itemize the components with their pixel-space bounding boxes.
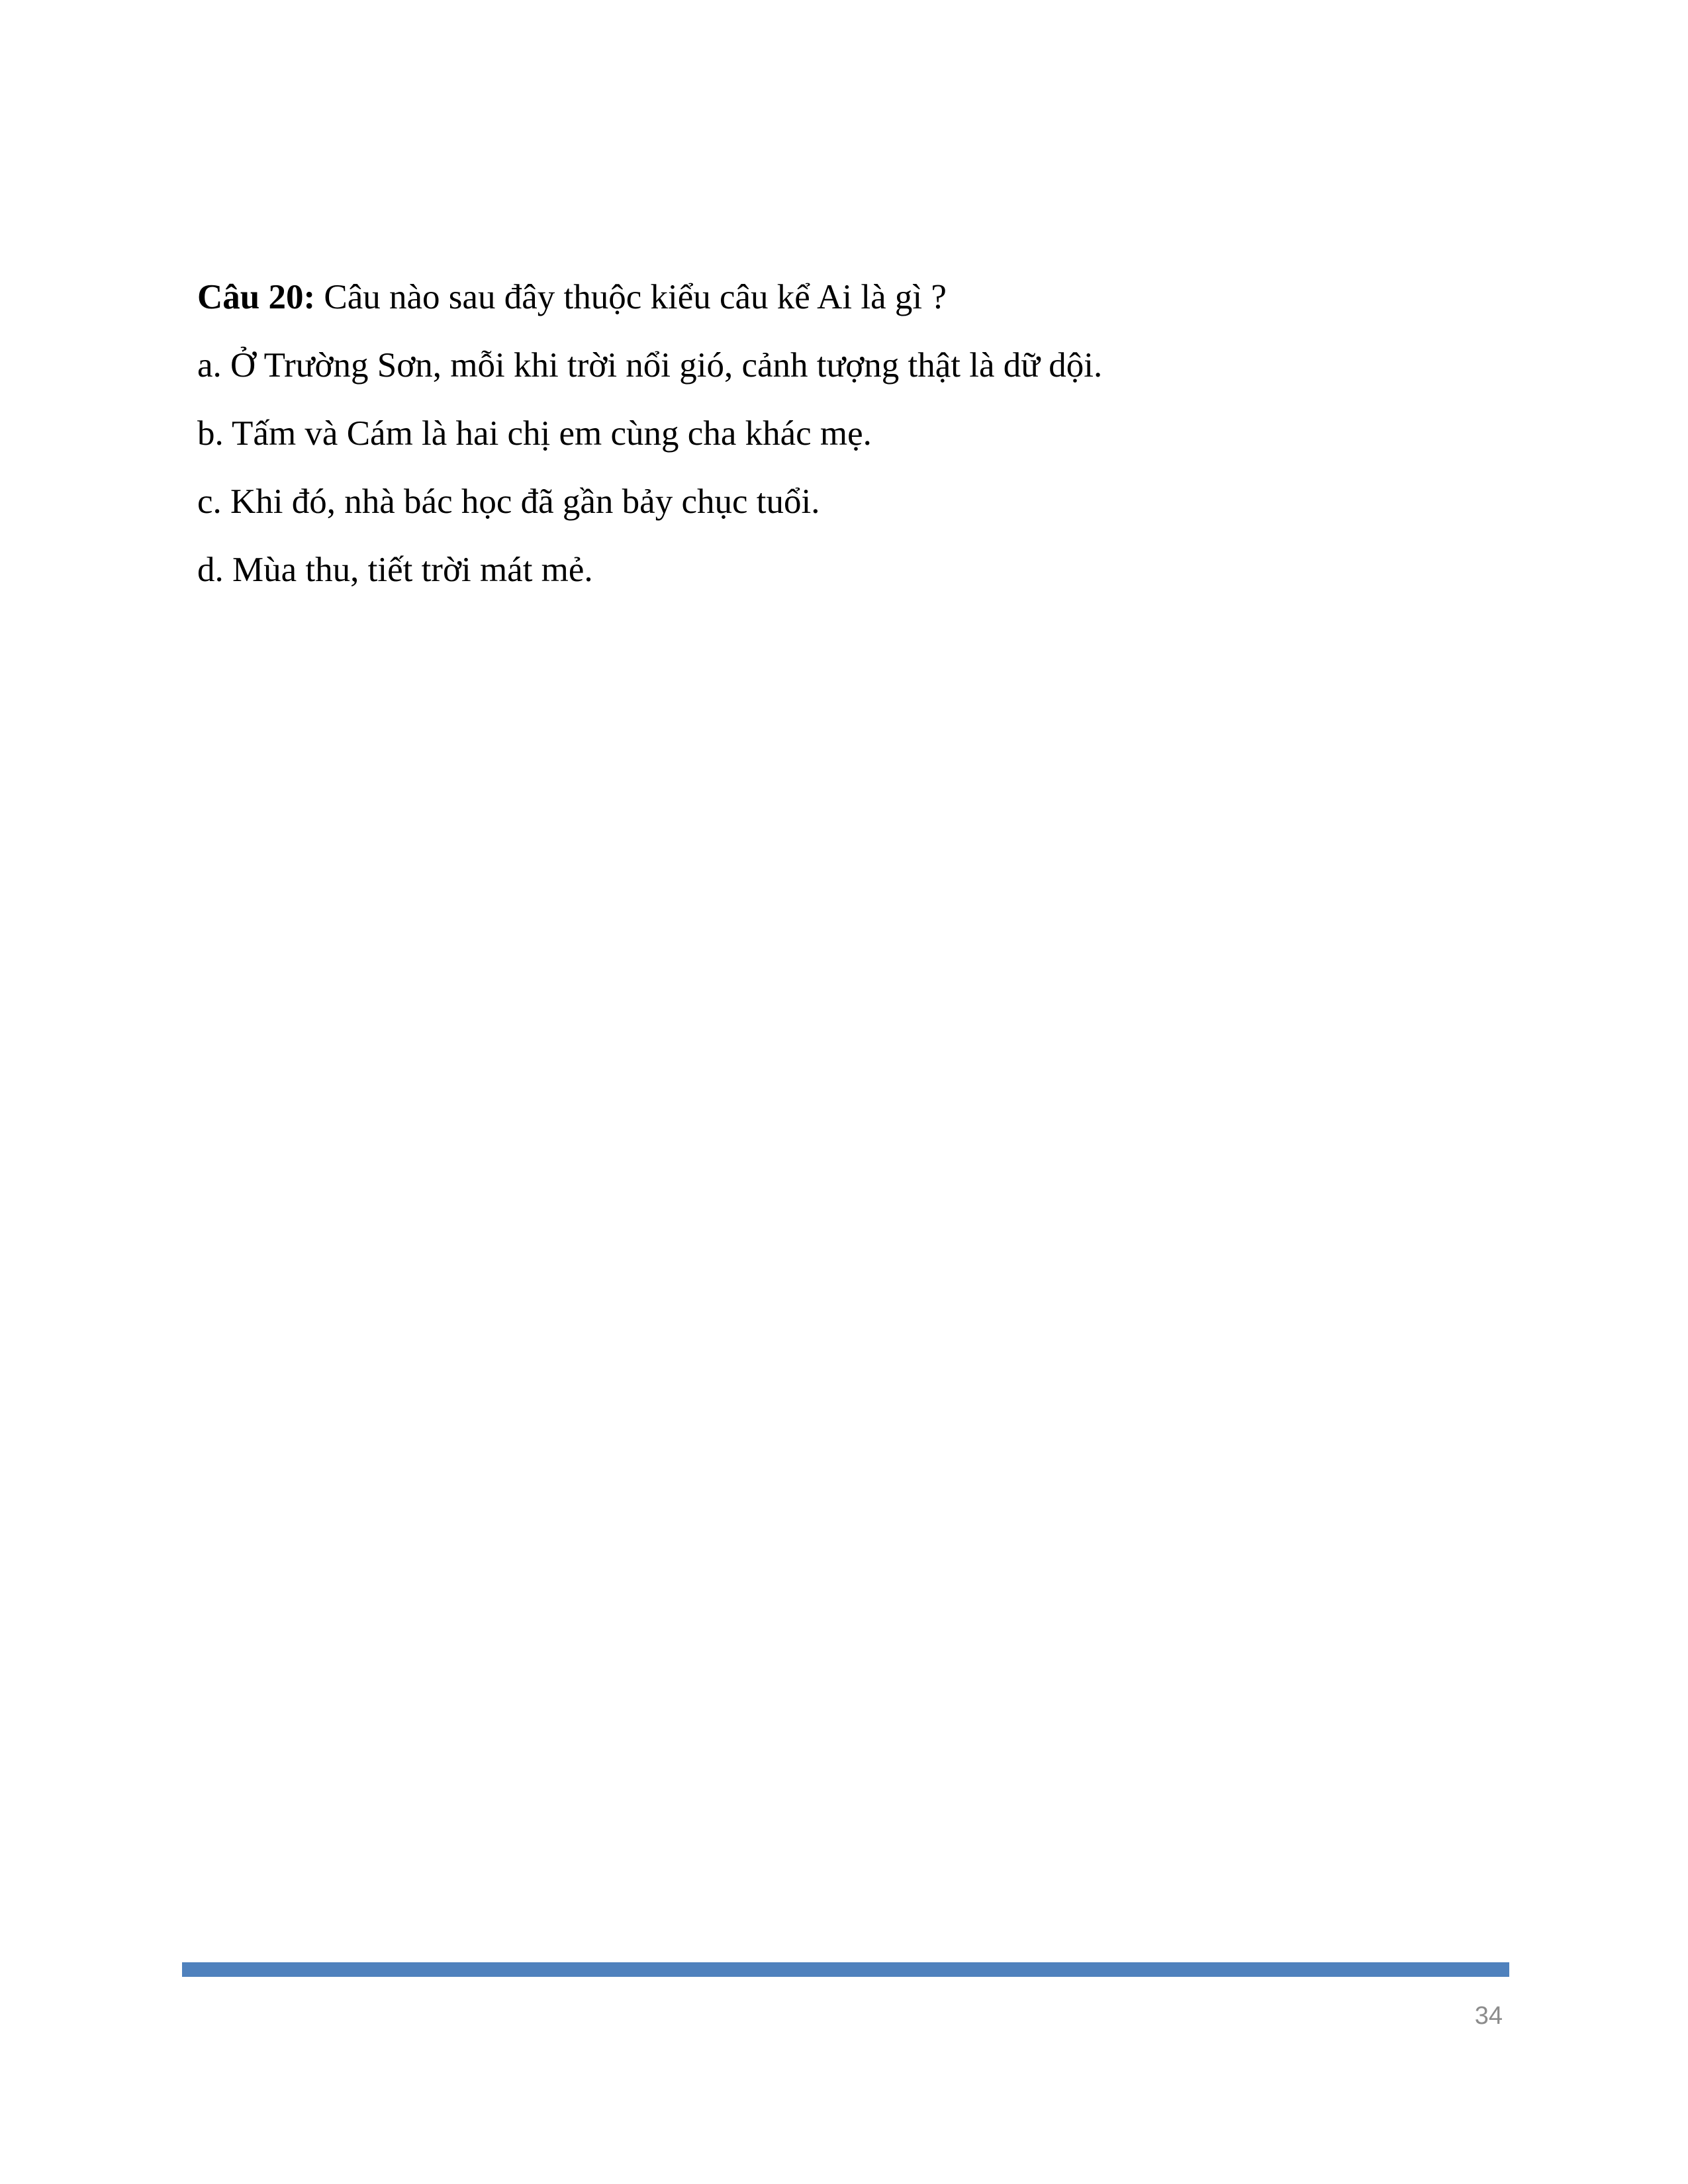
question-line	[197, 263, 1495, 332]
question-text: Câu nào sau đây thuộc kiểu câu kể Ai là gì ?	[315, 278, 947, 316]
option-b: b. Tấm và Cám là hai chị em cùng cha khác mẹ.	[197, 414, 872, 453]
question-label: Câu 20:	[197, 278, 316, 316]
footer-divider-bar	[182, 1962, 1509, 1977]
option-a: a. Ở Trường Sơn, mỗi khi trời nổi gió, cảnh tượng thật là dữ dội.	[197, 346, 1103, 385]
option-c: c. Khi đó, nhà bác học đã gần bảy chục tuổi.	[197, 482, 820, 521]
page-number: 34	[1474, 2002, 1503, 2030]
option-d: d. Mùa thu, tiết trời mát mẻ.	[197, 551, 593, 589]
question-block	[197, 263, 1495, 604]
